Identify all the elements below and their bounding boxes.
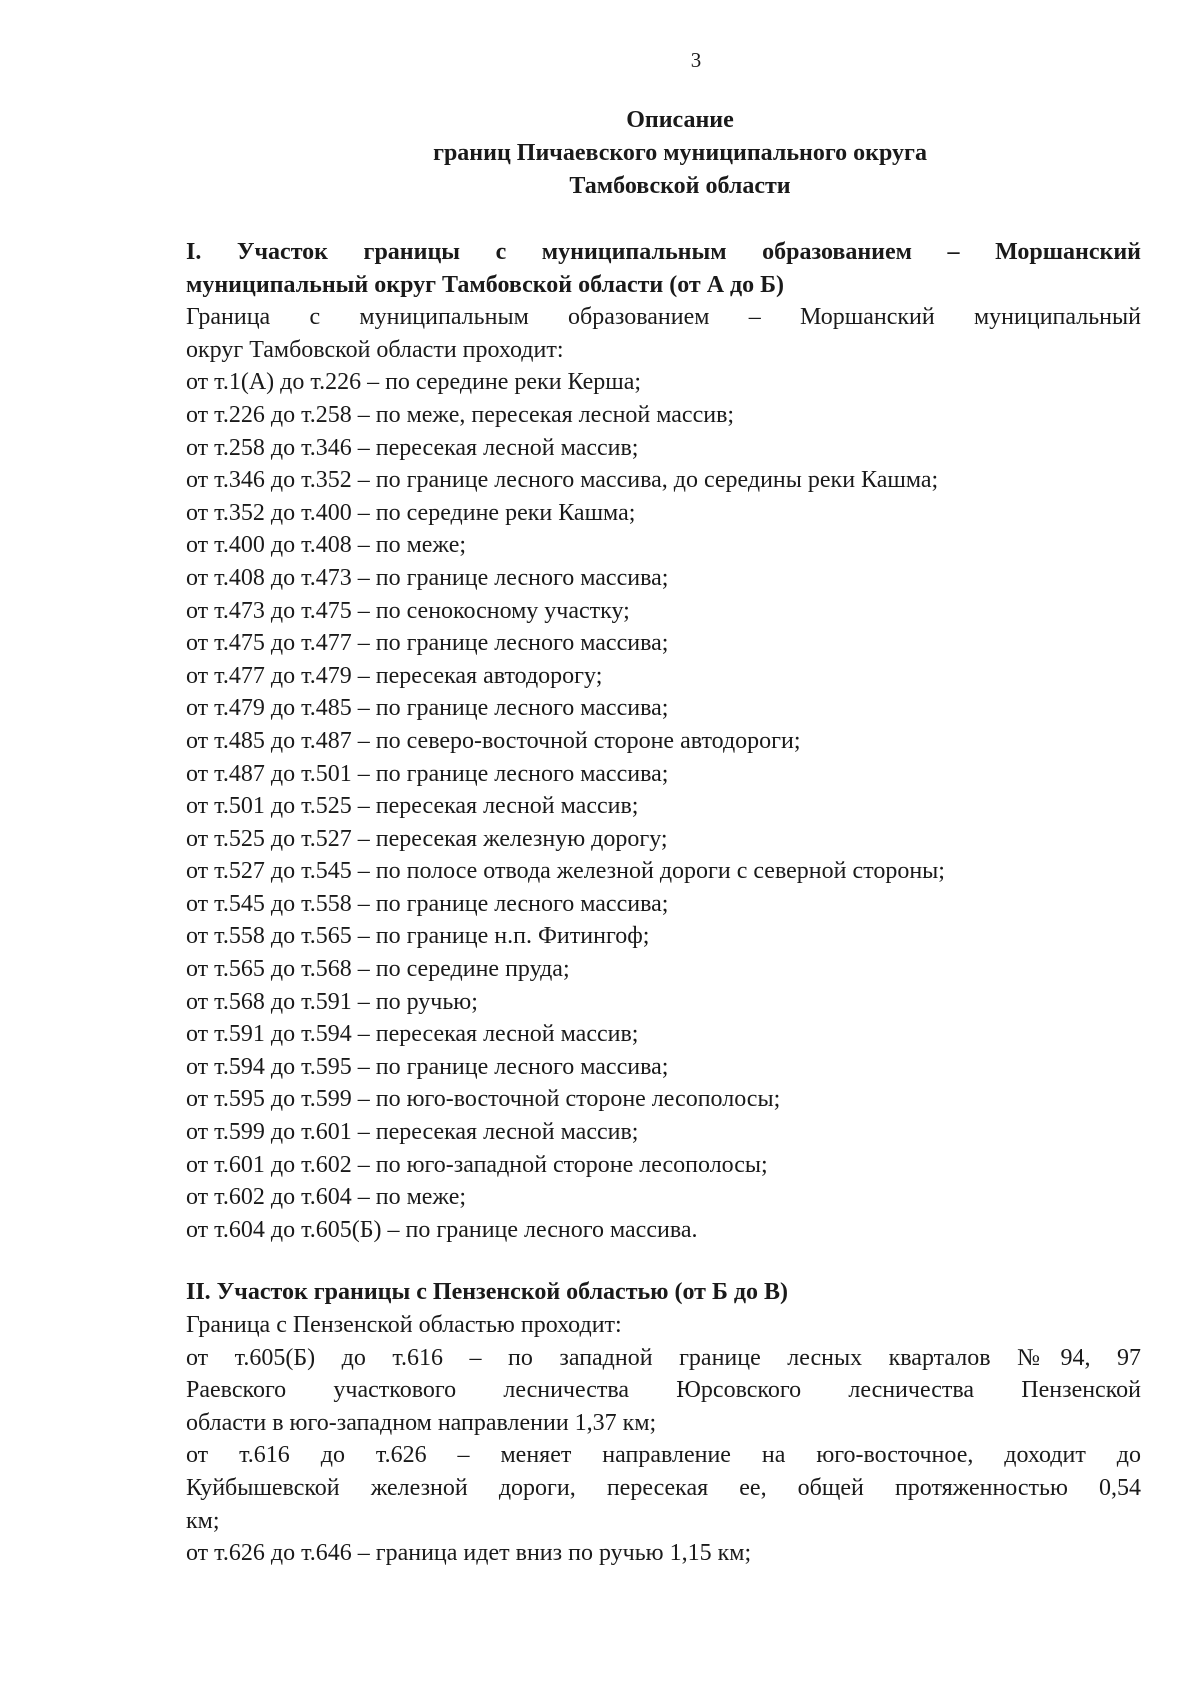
- list-item: [186, 1439, 1141, 1537]
- list-item: от т.558 до т.565 – по границе н.п. Фитингоф;: [186, 923, 650, 950]
- section-1-items: [186, 366, 1141, 1246]
- document-body: [186, 236, 1141, 1570]
- list-item: от т.594 до т.595 – по границе лесного массива;: [186, 1053, 669, 1080]
- section-2-heading: II. Участок границы с Пензенской областью (от Б до В): [186, 1279, 788, 1306]
- section-2-item-2-line-3: км;: [186, 1507, 220, 1534]
- list-item: от т.1(А) до т.226 – по середине реки Керша;: [186, 369, 642, 396]
- list-item: от т.599 до т.601 – пересекая лесной массив;: [186, 1119, 639, 1146]
- title-line-3: Тамбовской области: [569, 173, 791, 199]
- section-2-item-1-line-3: области в юго-западном направлении 1,37 км;: [186, 1409, 657, 1436]
- list-item: от т.352 до т.400 – по середине реки Кашма;: [186, 499, 636, 526]
- section-2-item-2-line-2: Куйбышевской железной дороги, пересекая ее, общей протяженностью 0,54: [186, 1474, 1141, 1501]
- list-item: от т.226 до т.258 – по меже, пересекая лесной массив;: [186, 401, 735, 428]
- section-2-item-1-line-2: Раевского участкового лесничества Юрсовского лесничества Пензенской: [186, 1377, 1141, 1404]
- section-1-heading-line-2: муниципальный округ Тамбовской области (от А до Б): [186, 271, 785, 298]
- list-item: от т.626 до т.646 – граница идет вниз по ручью 1,15 км;: [186, 1540, 752, 1567]
- list-item: от т.408 до т.473 – по границе лесного массива;: [186, 564, 669, 591]
- list-item: от т.501 до т.525 – пересекая лесной массив;: [186, 793, 639, 820]
- list-item: от т.568 до т.591 – по ручью;: [186, 988, 478, 1015]
- list-item: от т.258 до т.346 – пересекая лесной массив;: [186, 434, 639, 461]
- section-1-intro-line-2: округ Тамбовской области проходит:: [186, 336, 564, 363]
- list-item: [186, 1342, 1141, 1440]
- list-item: от т.473 до т.475 – по сенокосному участку;: [186, 597, 630, 624]
- document-title: [370, 104, 990, 203]
- list-item: от т.545 до т.558 – по границе лесного массива;: [186, 890, 669, 917]
- section-1-heading: [186, 236, 1141, 301]
- list-item: от т.591 до т.594 – пересекая лесной массив;: [186, 1021, 639, 1048]
- section-2-intro: Граница с Пензенской областью проходит:: [186, 1312, 622, 1338]
- list-item: от т.475 до т.477 – по границе лесного массива;: [186, 630, 669, 657]
- list-item: от т.525 до т.527 – пересекая железную дорогу;: [186, 825, 668, 852]
- list-item: от т.346 до т.352 – по границе лесного массива, до середины реки Кашма;: [186, 467, 939, 494]
- list-item: от т.595 до т.599 – по юго-восточной стороне лесополосы;: [186, 1086, 781, 1113]
- page-number: 3: [690, 48, 702, 72]
- list-item: от т.527 до т.545 – по полосе отвода железной дороги с северной стороны;: [186, 858, 945, 885]
- list-item: от т.601 до т.602 – по юго-западной стороне лесополосы;: [186, 1151, 768, 1178]
- list-item: от т.485 до т.487 – по северо-восточной стороне автодороги;: [186, 727, 801, 754]
- list-item: от т.602 до т.604 – по меже;: [186, 1184, 467, 1211]
- title-line-2: границ Пичаевского муниципального округа: [433, 140, 927, 166]
- list-item: от т.400 до т.408 – по меже;: [186, 532, 467, 559]
- section-2-item-1-line-1: от т.605(Б) до т.616 – по западной границе лесных кварталов №94, 97: [186, 1344, 1141, 1371]
- section-1-intro-line-1: Граница с муниципальным образованием – Моршанский муниципальный: [186, 304, 1141, 331]
- section-1-heading-line-1: I. Участок границы с муниципальным образованием – Моршанский: [186, 239, 1141, 265]
- section-2-item-2-line-1: от т.616 до т.626 – меняет направление на юго-восточное, доходит до: [186, 1442, 1141, 1469]
- title-line-1: Описание: [626, 107, 734, 133]
- list-item: от т.479 до т.485 – по границе лесного массива;: [186, 695, 669, 722]
- list-item: от т.487 до т.501 – по границе лесного массива;: [186, 760, 669, 787]
- list-item: от т.604 до т.605(Б) – по границе лесного массива.: [186, 1216, 698, 1243]
- list-item: от т.477 до т.479 – пересекая автодорогу;: [186, 662, 603, 689]
- list-item: от т.565 до т.568 – по середине пруда;: [186, 956, 570, 983]
- section-1-intro: [186, 301, 1141, 366]
